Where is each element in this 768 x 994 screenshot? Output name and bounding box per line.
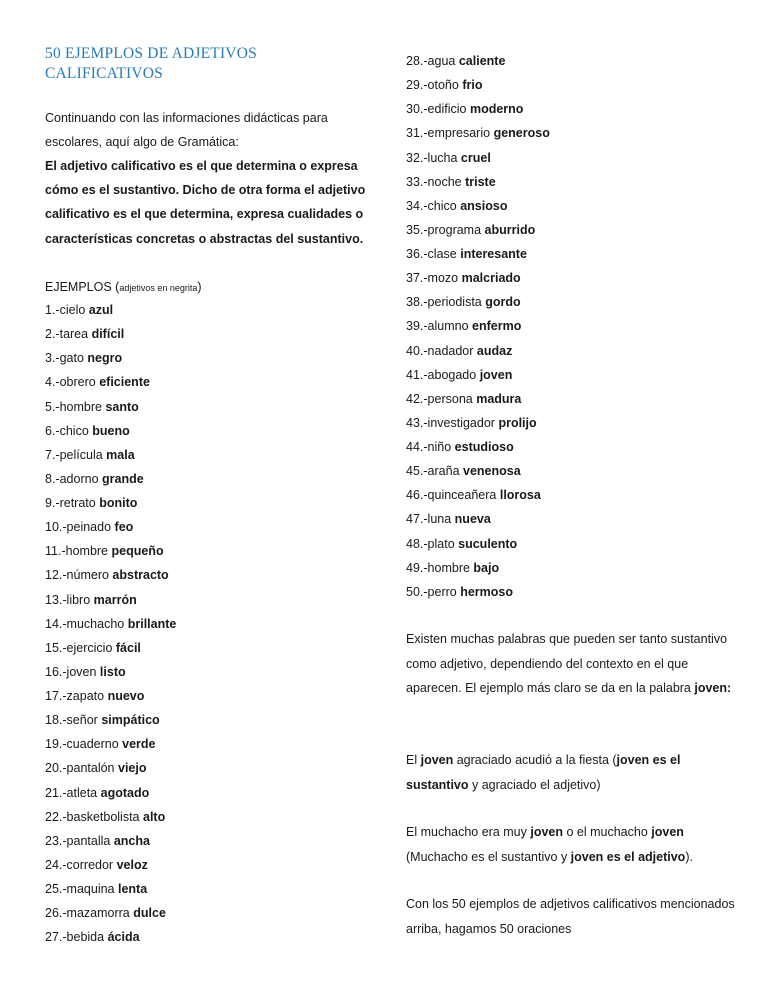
paragraph-context-text: Existen muchas palabras que pueden ser tanto sustantivo como adjetivo, dependiendo del contexto en el que aparecen. El ejemplo más claro se da en la palabra: [406, 632, 728, 695]
example-noun: adorno: [59, 471, 99, 486]
example-adjective: brillante: [127, 616, 177, 631]
paragraph-closing: Con los 50 ejemplos de adjetivos calificativos mencionados arriba, hagamos 50 oraciones: [406, 897, 735, 936]
example-number: 43.-: [406, 415, 428, 430]
example-adjective: caliente: [458, 54, 506, 68]
page-title: 50 EJEMPLOS DE ADJETIVOS CALIFICATIVOS: [45, 45, 257, 82]
example-item: [45, 563, 176, 587]
example-number: 3.-: [45, 351, 60, 366]
p2-bold-d: joven es el sustantivo: [406, 753, 681, 792]
example-number: 6.-: [45, 423, 60, 438]
example-number: 37.-: [406, 271, 428, 286]
example-item: [406, 387, 550, 411]
example-item: [45, 805, 176, 829]
p3-bold-f: joven es el adjetivo: [570, 849, 686, 864]
example-item: [406, 580, 550, 604]
example-item: [45, 684, 176, 708]
example-noun: edificio: [427, 102, 467, 117]
example-item: [45, 877, 176, 901]
example-adjective: interesante: [460, 247, 527, 261]
example-number: 44.-: [406, 440, 428, 454]
example-number: 36.-: [406, 247, 428, 261]
example-noun: empresario: [427, 126, 491, 141]
example-number: 13.-: [45, 592, 67, 607]
example-adjective: venenosa: [463, 464, 521, 479]
example-noun: pantalla: [66, 833, 111, 848]
example-item: [45, 467, 176, 491]
example-adjective: santo: [105, 399, 139, 414]
example-number: 50.-: [406, 584, 428, 599]
example-number: 12.-: [45, 568, 67, 583]
example-noun: mozo: [427, 271, 459, 286]
example-noun: número: [66, 568, 109, 583]
example-noun: bebida: [66, 930, 105, 945]
example-item: [406, 363, 550, 387]
example-item: [406, 556, 550, 580]
example-noun: nadador: [427, 343, 474, 358]
p3-text-g: ).: [685, 849, 693, 864]
p3-bold-b: joven: [530, 825, 564, 839]
example-noun: quinceañera: [427, 488, 497, 503]
example-adjective: triste: [465, 174, 496, 189]
example-adjective: pequeño: [111, 544, 164, 559]
paragraph-example-2: [406, 820, 746, 869]
example-number: 29.-: [406, 78, 428, 93]
example-adjective: moderno: [469, 102, 524, 117]
example-item: [45, 708, 176, 732]
example-adjective: lenta: [117, 882, 148, 896]
example-adjective: audaz: [476, 343, 513, 358]
example-adjective: ácida: [107, 930, 140, 945]
example-adjective: enfermo: [472, 319, 522, 334]
example-number: 21.-: [45, 785, 67, 800]
example-item: [406, 507, 550, 531]
example-item: [406, 194, 550, 218]
example-number: 9.-: [45, 496, 60, 510]
example-item: [406, 146, 550, 170]
example-adjective: suculento: [458, 536, 518, 551]
example-adjective: ancha: [113, 833, 150, 848]
example-item: [45, 925, 176, 949]
example-adjective: feo: [114, 520, 134, 535]
example-noun: zapato: [66, 689, 105, 703]
example-adjective: nuevo: [107, 689, 145, 703]
example-noun: pantalón: [66, 761, 115, 776]
example-number: 16.-: [45, 664, 67, 679]
example-item: [406, 218, 550, 242]
example-number: 46.-: [406, 488, 428, 503]
example-adjective: dulce: [133, 906, 166, 921]
example-item: [406, 266, 550, 290]
example-adjective: difícil: [91, 327, 125, 342]
example-item: [45, 636, 176, 660]
example-item: [45, 443, 176, 467]
example-adjective: malcriado: [461, 271, 521, 286]
example-noun: periodista: [427, 295, 482, 310]
example-number: 23.-: [45, 833, 67, 848]
example-item: [406, 49, 550, 73]
example-number: 30.-: [406, 102, 428, 117]
examples-heading-close: ): [197, 280, 202, 294]
p3-text-e: (Muchacho es el sustantivo y: [406, 849, 571, 864]
example-number: 5.-: [45, 399, 60, 414]
example-noun: tarea: [59, 327, 89, 342]
example-noun: cielo: [59, 303, 86, 317]
example-number: 34.-: [406, 198, 428, 213]
example-adjective: joven: [479, 367, 513, 382]
example-number: 4.-: [45, 375, 60, 390]
example-adjective: estudioso: [454, 440, 514, 454]
p2-text-c: agraciado acudió a la fiesta (: [453, 753, 617, 767]
example-adjective: frio: [462, 78, 483, 93]
definition-text: El adjetivo calificativo es el que determina o expresa cómo es el sustantivo. Dicho de otra forma el adjetivo calificativo es el que determina, expresa cualidades o características concretas o abstractas del sustantivo.: [45, 159, 366, 246]
example-noun: hombre: [59, 399, 102, 414]
example-noun: peinado: [66, 520, 112, 535]
example-adjective: azul: [88, 303, 114, 317]
example-number: 27.-: [45, 930, 67, 945]
p2-text-e: y agraciado el adjetivo): [468, 777, 601, 792]
example-number: 40.-: [406, 343, 428, 358]
example-adjective: fácil: [115, 640, 141, 655]
example-item: [45, 515, 176, 539]
example-number: 17.-: [45, 689, 67, 703]
example-number: 22.-: [45, 809, 67, 824]
p3-bold-d: joven: [651, 825, 684, 839]
examples-heading: [45, 275, 202, 300]
p2-bold-b: joven: [420, 753, 454, 767]
example-adjective: cruel: [460, 150, 491, 165]
example-adjective: ansioso: [460, 198, 508, 213]
example-noun: retrato: [59, 496, 96, 510]
example-adjective: marrón: [93, 592, 137, 607]
example-noun: gato: [59, 351, 84, 366]
example-noun: señor: [66, 713, 98, 728]
example-item: [406, 314, 550, 338]
example-adjective: eficiente: [99, 375, 150, 390]
example-adjective: bajo: [473, 560, 500, 575]
example-number: 18.-: [45, 713, 67, 728]
example-adjective: listo: [99, 664, 126, 679]
example-number: 7.-: [45, 447, 60, 462]
example-noun: cuaderno: [66, 737, 119, 752]
example-noun: maquina: [66, 882, 115, 896]
example-number: 24.-: [45, 857, 67, 872]
example-number: 14.-: [45, 616, 67, 631]
example-item: [406, 483, 550, 507]
example-noun: luna: [427, 512, 452, 527]
example-item: [45, 829, 176, 853]
example-adjective: viejo: [118, 761, 147, 776]
p3-text-a: El muchacho era muy: [406, 825, 531, 839]
example-number: 33.-: [406, 174, 428, 189]
example-item: [45, 588, 176, 612]
example-noun: chico: [427, 198, 457, 213]
example-adjective: simpático: [101, 713, 160, 728]
paragraph-example-1: [406, 748, 746, 797]
example-noun: alumno: [427, 319, 469, 334]
example-number: 25.-: [45, 882, 67, 896]
example-item: [406, 242, 550, 266]
example-adjective: negro: [87, 351, 123, 366]
example-adjective: grande: [102, 471, 144, 486]
examples-list-left: [45, 298, 176, 949]
example-adjective: bonito: [99, 496, 138, 510]
example-noun: película: [59, 447, 103, 462]
example-item: [406, 170, 550, 194]
example-number: 49.-: [406, 560, 428, 575]
example-adjective: gordo: [485, 295, 521, 310]
example-number: 32.-: [406, 150, 428, 165]
example-noun: muchacho: [66, 616, 125, 631]
paragraph-context-bold: joven:: [694, 681, 732, 695]
example-noun: obrero: [59, 375, 96, 390]
example-noun: corredor: [66, 857, 114, 872]
example-item: [406, 435, 550, 459]
example-number: 42.-: [406, 391, 428, 406]
example-noun: lucha: [427, 150, 458, 165]
example-adjective: bueno: [92, 423, 130, 438]
example-item: [406, 97, 550, 121]
example-number: 11.-: [45, 544, 66, 559]
examples-list-right: [406, 49, 550, 604]
example-item: [45, 370, 176, 394]
example-number: 39.-: [406, 319, 428, 334]
example-number: 1.-: [45, 303, 60, 317]
example-number: 47.-: [406, 512, 428, 527]
example-adjective: aburrido: [484, 222, 536, 237]
example-item: [45, 539, 176, 563]
example-number: 48.-: [406, 536, 428, 551]
example-noun: noche: [427, 174, 462, 189]
example-number: 15.-: [45, 640, 67, 655]
example-adjective: llorosa: [499, 488, 541, 503]
example-item: [45, 419, 176, 443]
intro-text: Continuando con las informaciones didácticas para escolares, aquí algo de Gramática:: [45, 111, 328, 150]
example-item: [45, 322, 176, 346]
example-item: [45, 346, 176, 370]
example-number: 31.-: [406, 126, 428, 141]
example-noun: persona: [427, 391, 473, 406]
examples-note: adjetivos en negrita: [119, 283, 198, 293]
example-item: [406, 73, 550, 97]
example-item: [45, 732, 176, 756]
example-item: [45, 298, 176, 322]
example-adjective: madura: [476, 391, 522, 406]
example-noun: programa: [427, 222, 482, 237]
example-item: [45, 491, 176, 515]
example-noun: chico: [59, 423, 89, 438]
example-adjective: mala: [106, 447, 135, 462]
example-adjective: generoso: [493, 126, 550, 141]
example-adjective: agotado: [100, 785, 150, 800]
example-number: 45.-: [406, 464, 428, 479]
example-adjective: veloz: [116, 857, 148, 872]
example-number: 26.-: [45, 906, 67, 921]
example-item: [406, 339, 550, 363]
example-noun: agua: [427, 54, 456, 68]
example-adjective: nueva: [454, 512, 491, 527]
example-number: 38.-: [406, 295, 428, 310]
example-item: [406, 532, 550, 556]
example-noun: mazamorra: [66, 906, 130, 921]
example-number: 2.-: [45, 327, 60, 342]
example-item: [45, 853, 176, 877]
example-item: [406, 459, 550, 483]
example-noun: investigador: [427, 415, 495, 430]
example-noun: hombre: [427, 560, 470, 575]
paragraph-context: [406, 627, 746, 701]
example-item: [45, 781, 176, 805]
example-number: 41.-: [406, 367, 428, 382]
example-adjective: verde: [122, 737, 156, 752]
example-number: 19.-: [45, 737, 67, 752]
example-adjective: prolijo: [498, 415, 537, 430]
example-item: [45, 612, 176, 636]
example-item: [406, 290, 550, 314]
example-item: [406, 411, 550, 435]
example-noun: basketbolista: [66, 809, 140, 824]
example-number: 10.-: [45, 520, 67, 535]
example-item: [45, 901, 176, 925]
example-noun: abogado: [427, 367, 477, 382]
example-noun: libro: [66, 592, 91, 607]
p3-text-c: o el muchacho: [563, 825, 652, 839]
example-number: 20.-: [45, 761, 67, 776]
example-noun: araña: [427, 464, 460, 479]
example-noun: otoño: [427, 78, 459, 93]
example-adjective: alto: [143, 809, 166, 824]
example-number: 28.-: [406, 54, 428, 68]
example-adjective: hermoso: [460, 584, 514, 599]
example-item: [45, 660, 176, 684]
example-noun: clase: [427, 247, 457, 261]
p2-text-a: El: [406, 753, 421, 767]
example-adjective: abstracto: [112, 568, 169, 583]
examples-heading-label: EJEMPLOS (: [45, 280, 120, 294]
example-noun: hombre: [65, 544, 109, 559]
example-number: 8.-: [45, 471, 60, 486]
example-noun: plato: [427, 536, 455, 551]
example-item: [45, 756, 176, 780]
example-item: [406, 121, 550, 145]
example-number: 35.-: [406, 222, 428, 237]
example-noun: perro: [427, 584, 457, 599]
example-noun: ejercicio: [66, 640, 113, 655]
example-noun: atleta: [66, 785, 98, 800]
example-item: [45, 395, 176, 419]
example-noun: niño: [427, 440, 452, 454]
example-noun: joven: [66, 664, 97, 679]
